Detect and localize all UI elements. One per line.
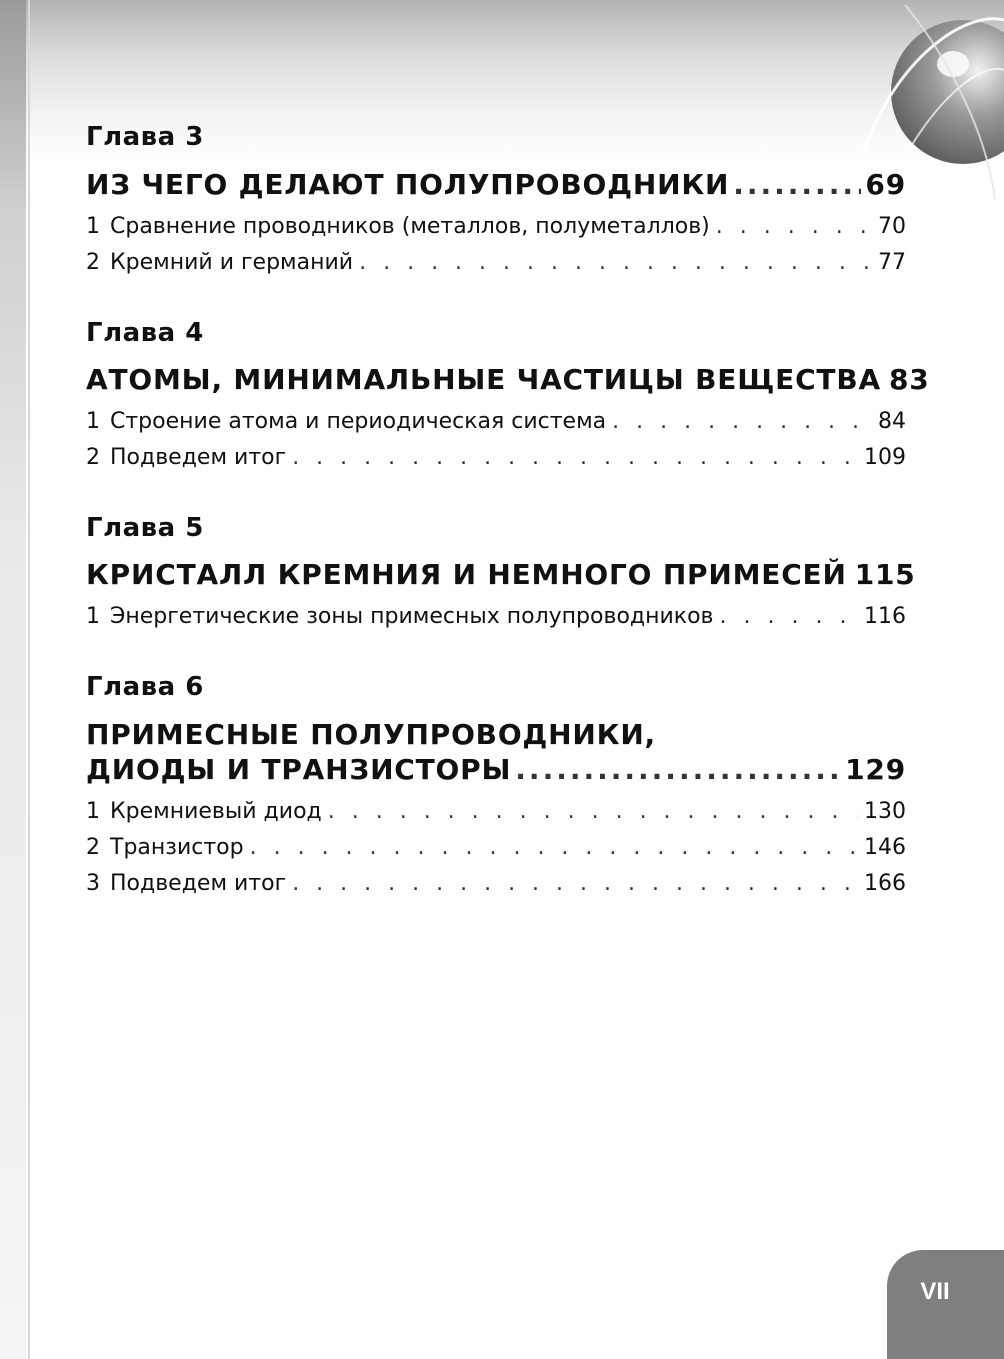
dot-leader: [292, 445, 858, 470]
page-number: VII: [920, 1278, 950, 1305]
dot-leader: [716, 214, 872, 239]
left-edge-strip: [0, 0, 26, 1359]
dot-leader: [250, 835, 858, 860]
section-number: 1: [86, 409, 100, 434]
section-row[interactable]: [86, 214, 906, 239]
chapter-title: АТОМЫ, МИНИМАЛЬНЫЕ ЧАСТИЦЫ ВЕЩЕСТВА: [86, 363, 881, 396]
section-title: Строение атома и периодическая система: [110, 409, 607, 434]
section-title: Подведем итог: [110, 445, 287, 470]
dot-leader: [328, 799, 858, 824]
page-number-tab: [887, 1250, 1004, 1359]
chapter-label: Глава 6: [86, 672, 204, 702]
section-title: Сравнение проводников (металлов, полуметаллов): [110, 214, 710, 239]
section-page: 84: [878, 409, 906, 434]
section-number: 2: [86, 250, 100, 275]
dot-leader: [515, 753, 841, 786]
dot-leader: [733, 168, 861, 201]
chapter-title: КРИСТАЛЛ КРЕМНИЯ И НЕМНОГО ПРИМЕСЕЙ: [86, 558, 847, 591]
section-title: Энергетические зоны примесных полупроводников: [110, 604, 714, 629]
left-edge-line: [28, 0, 30, 1359]
chapter-title-row[interactable]: [86, 753, 906, 786]
chapter-title-row[interactable]: [86, 363, 930, 396]
section-title: Кремниевый диод: [110, 799, 322, 824]
section-page: 146: [864, 835, 906, 860]
section-page: 116: [864, 604, 906, 629]
section-title: Транзистор: [110, 835, 244, 860]
chapter-title: ИЗ ЧЕГО ДЕЛАЮТ ПОЛУПРОВОДНИКИ: [86, 168, 730, 201]
dot-leader: [720, 604, 858, 629]
section-row[interactable]: [86, 445, 906, 470]
chapter-page: 69: [865, 168, 906, 201]
chapter-title-line1[interactable]: ПРИМЕСНЫЕ ПОЛУПРОВОДНИКИ,: [86, 718, 656, 751]
dot-leader: [359, 250, 872, 275]
section-number: 1: [86, 214, 100, 239]
section-number: 2: [86, 835, 100, 860]
chapter-label: Глава 5: [86, 513, 204, 543]
section-page: 130: [864, 799, 906, 824]
chapter-page: 129: [845, 753, 906, 786]
chapter-page: 115: [854, 558, 916, 591]
section-row[interactable]: [86, 409, 906, 434]
section-number: 3: [86, 871, 100, 896]
section-title: Кремний и германий: [110, 250, 354, 275]
chapter-label: Глава 4: [86, 318, 204, 348]
section-page: 70: [878, 214, 906, 239]
dot-leader: [292, 871, 858, 896]
section-row[interactable]: [86, 835, 906, 860]
chapter-title-row[interactable]: [86, 558, 916, 591]
chapter-title-row[interactable]: [86, 168, 906, 201]
section-row[interactable]: [86, 871, 906, 896]
section-page: 77: [878, 250, 906, 275]
section-page: 166: [864, 871, 906, 896]
dot-leader: [612, 409, 872, 434]
section-title: Подведем итог: [110, 871, 287, 896]
chapter-page: 83: [888, 363, 930, 396]
chapter-title-line2: ДИОДЫ И ТРАНЗИСТОРЫ: [86, 753, 512, 786]
section-page: 109: [864, 445, 906, 470]
section-row[interactable]: [86, 250, 906, 275]
section-number: 1: [86, 604, 100, 629]
section-number: 2: [86, 445, 100, 470]
section-number: 1: [86, 799, 100, 824]
section-row[interactable]: [86, 799, 906, 824]
chapter-label: Глава 3: [86, 122, 204, 152]
section-row[interactable]: [86, 604, 906, 629]
